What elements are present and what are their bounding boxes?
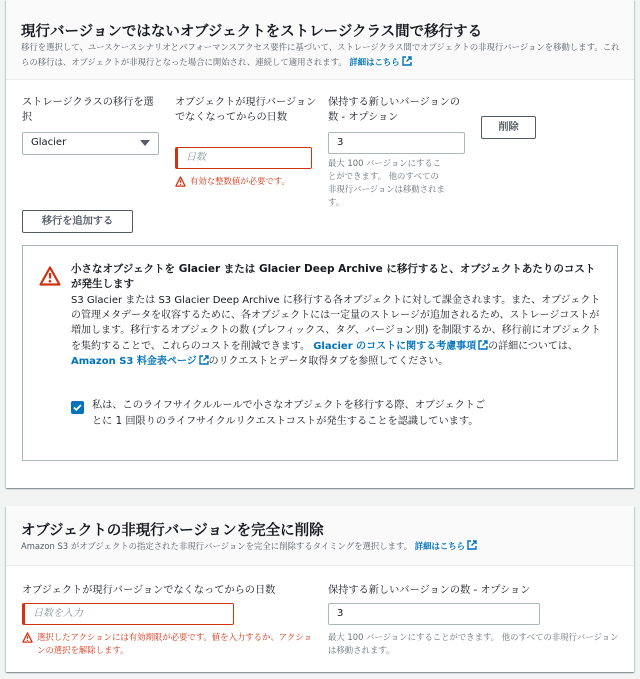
- acknowledge-label[interactable]: 私は、このライフサイクルルールで小さなオブジェクトを移行する際、オブジェクトごとに 1 回限りのライフサイクルリクエストコストが発生することを認識しています。: [92, 400, 486, 427]
- delete-days-input[interactable]: 日数を入力: [22, 603, 234, 625]
- alert-body: S3 Glacier または S3 Glacier Deep Archive に移行する各オブジェクトに対して課金されます。また、オブジェクトの管理メタデータを収容するために、各オブジェクトには一定量のストレージが追加されるため、ストレージコストが増加します。移行するオブジェクトの数 (プレフィックス、タグ、バージョン別) を制限するか、移行前にオブジェクトを集約することで、これらのコストを削減できます。 Glacier のコストに関する考慮事項 の詳細については、Amazon S3 料金表ページ のリクエストとデータ取得タブを参照してください。: [71, 295, 601, 367]
- warning-icon: [175, 176, 186, 187]
- external-link-icon: [402, 56, 412, 66]
- learn-more-link[interactable]: 詳細はこちら: [349, 57, 411, 67]
- alert-title: 小さなオブジェクトを Glacier または Glacier Deep Archive に移行すると、オブジェクトあたりのコストが発生します: [71, 263, 596, 290]
- versions-label: 保持する新しいバージョンの数 - オプション: [328, 97, 461, 123]
- delete-noncurrent-panel: [6, 506, 634, 672]
- section-description: 移行を選択して、ユースケースシナリオとパフォーマンスアクセス要件に基づいて、ストレージクラス間でオブジェクトの非現行バージョンを移動します。これらの移行は、オブジェクトが非現行となった場合に開始され、連続して適用されます。 詳細はこちら: [21, 42, 620, 67]
- days-error: 有効な整数値が必要です。: [175, 175, 325, 188]
- panel-header: [6, 506, 634, 566]
- s3-pricing-link[interactable]: Amazon S3 料金表ページ: [71, 356, 209, 367]
- learn-more-link[interactable]: 詳細はこちら: [415, 541, 477, 551]
- cost-warning-alert: [22, 245, 618, 461]
- warning-triangle-icon: [39, 266, 61, 286]
- acknowledge-checkbox[interactable]: [71, 401, 84, 414]
- versions-input[interactable]: 3: [328, 132, 465, 154]
- external-link-icon: [478, 340, 488, 350]
- add-transition-button[interactable]: 移行を追加する: [22, 210, 133, 233]
- external-link-icon: [467, 540, 477, 550]
- chevron-down-icon: [140, 140, 150, 146]
- remove-button[interactable]: 削除: [481, 116, 536, 139]
- section-description: Amazon S3 がオブジェクトの指定された非現行バージョンを完全に削除するタイミングを選択します。 詳細はこちら: [21, 539, 621, 554]
- delete-days-error: 選択したアクションには有効期限が必要です。値を入力するか、アクションの選択を解除します。: [22, 631, 312, 657]
- glacier-cost-link[interactable]: Glacier のコストに関する考慮事項: [313, 341, 488, 352]
- storage-class-label: ストレージクラスの移行を選択: [22, 97, 154, 123]
- delete-versions-input[interactable]: 3: [328, 603, 540, 625]
- delete-versions-label: 保持する新しいバージョンの数 - オプション: [328, 585, 531, 596]
- section-title: 現行バージョンではないオブジェクトをストレージクラス間で移行する: [21, 24, 483, 40]
- days-label: オブジェクトが現行バージョンでなくなってからの日数: [175, 97, 317, 123]
- delete-days-label: オブジェクトが現行バージョンでなくなってからの日数: [22, 585, 276, 596]
- warning-icon: [22, 632, 33, 643]
- delete-versions-hint: 最大 100 バージョンにすることができます。 他のすべての非現行バージョンは移動されます。: [328, 632, 619, 655]
- versions-hint: 最大 100 バージョンにすることができます。 他のすべての非現行バージョンは移動されます。: [328, 158, 445, 207]
- section-title: オブジェクトの非現行バージョンを完全に削除: [21, 523, 324, 539]
- external-link-icon: [199, 355, 209, 365]
- panel-header: [6, 0, 634, 80]
- transition-noncurrent-panel: [6, 0, 634, 488]
- checkmark-icon: [72, 402, 83, 413]
- days-input[interactable]: 日数: [175, 147, 312, 169]
- storage-class-select[interactable]: Glacier: [22, 132, 159, 155]
